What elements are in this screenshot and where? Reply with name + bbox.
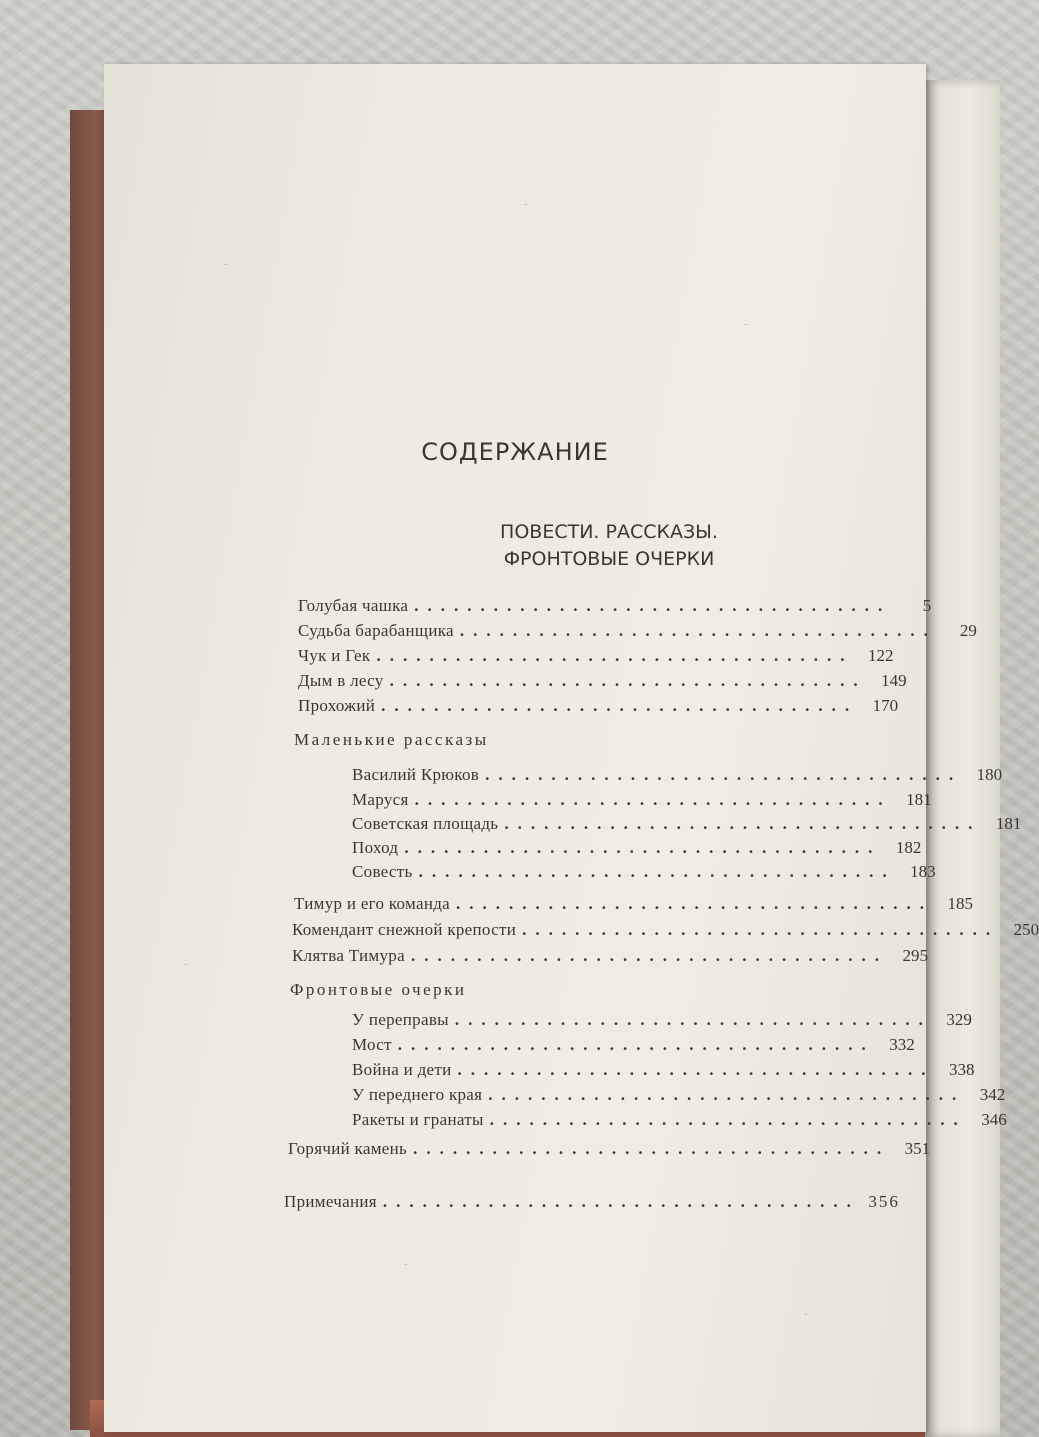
toc-entry-title: Горячий камень xyxy=(288,1139,408,1158)
leader-dots: .................................... xyxy=(454,1010,932,1029)
toc-entry[interactable] xyxy=(352,790,932,814)
page-title: СОДЕРЖАНИЕ xyxy=(421,438,609,466)
toc-entry-page: 332 xyxy=(889,1035,915,1054)
toc-entry[interactable] xyxy=(294,894,974,918)
toc-entry[interactable] xyxy=(352,1010,972,1034)
toc-entry-page: 180 xyxy=(976,765,1003,784)
leader-dots: .................................... xyxy=(382,1192,860,1211)
toc-entry-title: Примечания xyxy=(284,1192,377,1211)
toc-entry-page: 122 xyxy=(867,646,894,665)
leader-dots: .................................... xyxy=(381,696,859,715)
toc-entry-title: Война и дети xyxy=(352,1060,452,1079)
leader-dots: .................................... xyxy=(456,894,934,913)
leader-dots: .................................... xyxy=(414,790,892,809)
toc-entry-title: Судьба барабанщика xyxy=(298,621,454,640)
toc-entry[interactable] xyxy=(298,596,932,620)
leader-dots: .................................... xyxy=(418,862,896,881)
toc-entry-title: Комендант снежной крепости xyxy=(292,920,517,939)
toc-entry-page: 149 xyxy=(881,671,907,690)
toc-entry-title: Чук и Гек xyxy=(298,646,371,665)
leader-dots: .................................... xyxy=(397,1035,875,1054)
leader-dots: .................................... xyxy=(504,814,982,833)
toc-entry-page: 295 xyxy=(902,946,928,965)
leader-dots: .................................... xyxy=(404,838,882,857)
toc-entry-title: Ракеты и гранаты xyxy=(352,1110,484,1129)
book-page xyxy=(104,64,1039,1432)
leader-dots: .................................... xyxy=(489,1110,967,1129)
leader-dots: .................................... xyxy=(459,621,937,640)
toc-entry[interactable] xyxy=(298,696,899,720)
toc-entry[interactable] xyxy=(292,946,928,970)
toc-entry[interactable] xyxy=(298,671,907,695)
toc-entry-title: Василий Крюков xyxy=(352,765,480,784)
toc-entry-title: У переправы xyxy=(352,1010,449,1029)
toc-entry[interactable] xyxy=(288,1139,931,1163)
toc-entry-page: 342 xyxy=(979,1085,1006,1104)
toc-entry-title: Поход xyxy=(352,838,399,857)
toc-entry-page: 185 xyxy=(947,894,974,913)
toc-entry-title: Прохожий xyxy=(298,696,376,715)
toc-entry-title: Дым в лесу xyxy=(298,671,384,690)
toc-entry-page: 351 xyxy=(904,1139,931,1158)
toc-entry-page: 338 xyxy=(949,1060,975,1079)
section-heading-line: ФРОНТОВЫЕ ОЧЕРКИ xyxy=(503,548,715,570)
toc-entry-title: Голубая чашка xyxy=(298,596,409,615)
toc-entry-notes[interactable] xyxy=(284,1192,900,1216)
leader-dots: .................................... xyxy=(522,920,1000,939)
toc-entry[interactable] xyxy=(352,862,936,886)
toc-entry-title: У переднего края xyxy=(352,1085,483,1104)
toc-entry-page: 181 xyxy=(995,814,1022,833)
toc-entry[interactable] xyxy=(352,1035,915,1059)
toc-entry-page: 170 xyxy=(872,696,899,715)
leader-dots: .................................... xyxy=(485,765,963,784)
toc-entry-page: 29 xyxy=(959,621,977,640)
leader-dots: .................................... xyxy=(410,946,888,965)
toc-entry-title: Мост xyxy=(352,1035,392,1054)
table-of-contents xyxy=(104,64,1039,1432)
toc-entry-page: 250 xyxy=(1013,920,1039,939)
toc-entry[interactable] xyxy=(352,1060,975,1084)
toc-entry-title: Маруся xyxy=(352,790,409,809)
leader-dots: .................................... xyxy=(488,1085,966,1104)
toc-group-heading: Маленькие рассказы xyxy=(294,730,489,749)
toc-entry[interactable] xyxy=(352,814,1022,838)
facing-page xyxy=(925,80,1003,1437)
toc-entry[interactable] xyxy=(352,1085,1006,1109)
leader-dots: .................................... xyxy=(414,596,892,615)
toc-entry-title: Советская площадь xyxy=(352,814,499,833)
toc-entry[interactable] xyxy=(298,621,977,645)
toc-entry-page: 5 xyxy=(922,596,932,615)
section-heading-line: ПОВЕСТИ. РАССКАЗЫ. xyxy=(500,521,718,543)
toc-entry-page: 182 xyxy=(895,838,922,857)
toc-entry-page: 346 xyxy=(981,1110,1007,1129)
toc-entry[interactable] xyxy=(352,838,922,862)
toc-entry-page: 356 xyxy=(868,1192,900,1211)
toc-entry-title: Совесть xyxy=(352,862,413,881)
leader-dots: .................................... xyxy=(376,646,854,665)
toc-entry[interactable] xyxy=(298,646,894,670)
toc-group-heading: Фронтовые очерки xyxy=(290,980,467,999)
toc-entry-title: Клятва Тимура xyxy=(292,946,405,965)
leader-dots: .................................... xyxy=(389,671,867,690)
toc-entry[interactable] xyxy=(292,920,1039,944)
toc-entry-page: 183 xyxy=(910,862,936,881)
leader-dots: .................................... xyxy=(413,1139,891,1158)
toc-entry[interactable] xyxy=(352,1110,1007,1134)
toc-entry-page: 329 xyxy=(946,1010,972,1029)
toc-entry[interactable] xyxy=(352,765,1003,789)
toc-entry-title: Тимур и его команда xyxy=(294,894,451,913)
leader-dots: .................................... xyxy=(457,1060,935,1079)
toc-entry-page: 181 xyxy=(906,790,932,809)
